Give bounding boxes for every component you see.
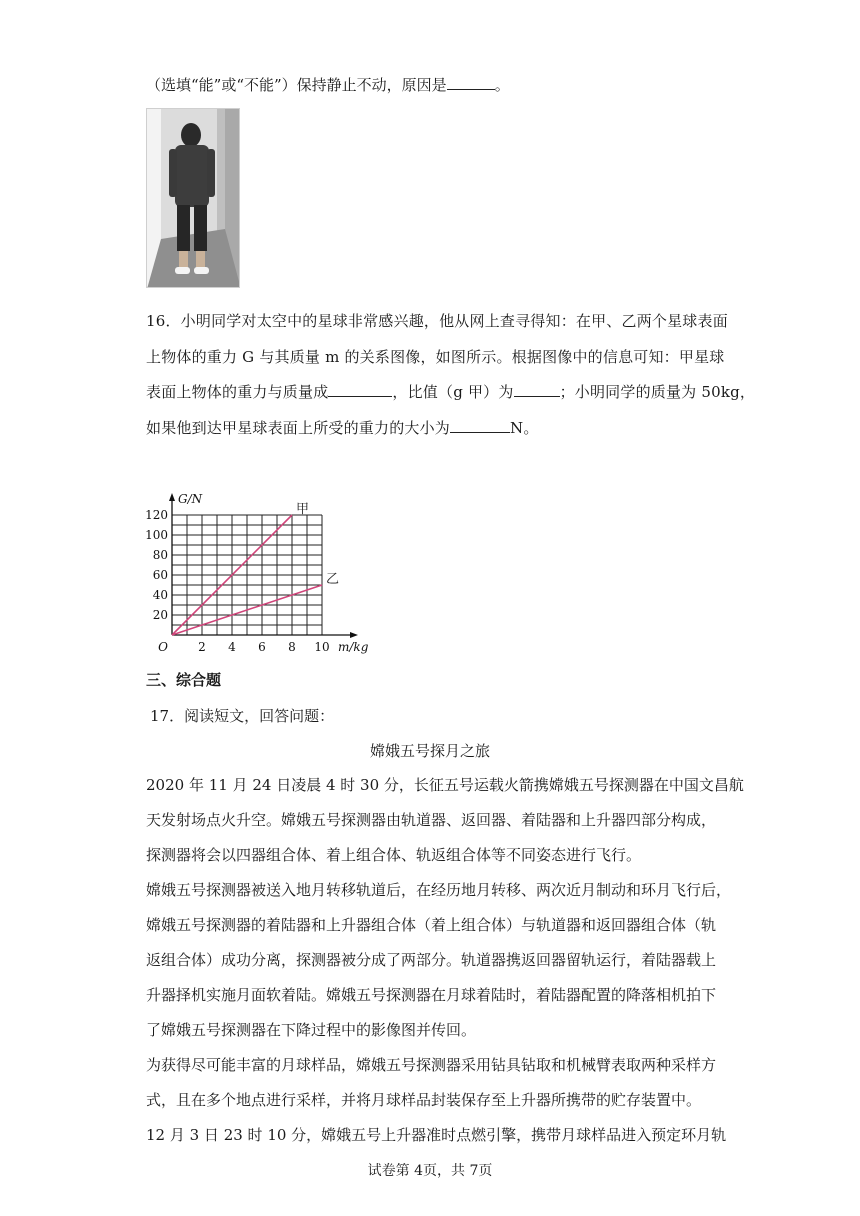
question-16-line-1: 16．小明同学对太空中的星球非常感兴趣，他从网上查寻得知：在甲、乙两个星球表面 [146,312,728,330]
person-standing-photo [146,108,240,288]
article-paragraph-line: 嫦娥五号探测器的着陆器和上升器组合体（着上组合体）与轨道器和返回器组合体（轨 [146,916,717,934]
article-paragraph-line: 探测器将会以四器组合体、着上组合体、轨返组合体等不同姿态进行飞行。 [146,846,642,864]
answer-blank-ratio[interactable] [514,382,560,397]
article-paragraph-line: 返组合体）成功分离，探测器被分成了两部分。轨道器携返回器留轨运行，着陆器载上 [146,951,717,969]
question-16-line-4 [146,418,539,438]
y-axis-label: G/N [178,492,203,506]
answer-blank[interactable] [447,75,495,90]
y-axis-arrow [169,493,175,501]
question-16-text: N。 [510,419,539,437]
x-tick-label: 4 [228,640,236,654]
article-paragraph-line: 嫦娥五号探测器被送入地月转移轨道后，在经历地月转移、两次近月制动和环月飞行后， [146,881,732,899]
question-16-line-3 [146,382,755,402]
y-tick-label: 100 [145,528,168,542]
question-17-intro: 17．阅读短文，回答问题： [150,707,335,725]
question-16-text: 如果他到达甲星球表面上所受的重力的大小为 [146,419,451,437]
question-16-text: ，比值（g 甲）为 [392,383,514,401]
article-paragraph-line: 2020 年 11 月 24 日凌晨 4 时 30 分，长征五号运载火箭携嫦娥五号探测器在中国文昌航 [146,776,744,794]
y-tick-label: 20 [152,608,168,622]
y-tick-label: 60 [152,568,168,582]
y-tick-label: 40 [152,588,168,602]
gravity-mass-chart [140,438,380,660]
article-paragraph-line: 天发射场点火升空。嫦娥五号探测器由轨道器、返回器、着陆器和上升器四部分构成， [146,811,717,829]
x-axis-label: m/kg [338,640,369,654]
answer-blank-weight[interactable] [450,418,510,433]
answer-blank-proportion[interactable] [328,382,392,397]
chart-svg [140,438,380,660]
y-tick-label: 120 [145,508,168,522]
question-15-text: （选填“能”或“不能”）保持静止不动，原因是 [146,76,447,94]
x-tick-label: 2 [198,640,206,654]
series-label: 甲 [296,502,310,517]
series-label: 乙 [326,572,340,587]
article-paragraph-line: 式，且在多个地点进行采样，并将月球样品封装保存至上升器所携带的贮存装置中。 [146,1091,702,1109]
article-paragraph-line: 了嫦娥五号探测器在下降过程中的影像图并传回。 [146,1021,477,1039]
y-tick-label: 80 [152,548,168,562]
question-16-text: ；小明同学的质量为 50kg， [559,383,756,401]
page-footer: 试卷第 4页，共 7页 [367,1163,493,1179]
question-16-line-2: 上物体的重力 G 与其质量 m 的关系图像，如图所示。根据图像中的信息可知：甲星球 [146,348,725,366]
chart-labels [145,492,369,654]
question-16-text: 表面上物体的重力与质量成 [146,383,329,401]
article-title: 嫦娥五号探月之旅 [369,742,490,760]
article-paragraph-line: 升器择机实施月面软着陆。嫦娥五号探测器在月球着陆时，着陆器配置的降落相机拍下 [146,986,717,1004]
x-tick-label: 6 [258,640,266,654]
x-tick-label: 10 [314,640,330,654]
origin-label: O [158,640,168,654]
article-paragraph-line: 为获得尽可能丰富的月球样品，嫦娥五号探测器采用钻具钻取和机械臂表取两种采样方 [146,1056,717,1074]
article-paragraph-line: 12 月 3 日 23 时 10 分，嫦娥五号上升器准时点燃引擎，携带月球样品进入预定环月轨 [146,1126,727,1144]
x-axis-arrow [350,632,358,638]
question-15-tail [146,75,510,95]
x-tick-label: 8 [288,640,296,654]
chart-grid [172,515,322,635]
question-15-period: 。 [494,76,510,94]
section-title: 三、综合题 [146,671,222,689]
